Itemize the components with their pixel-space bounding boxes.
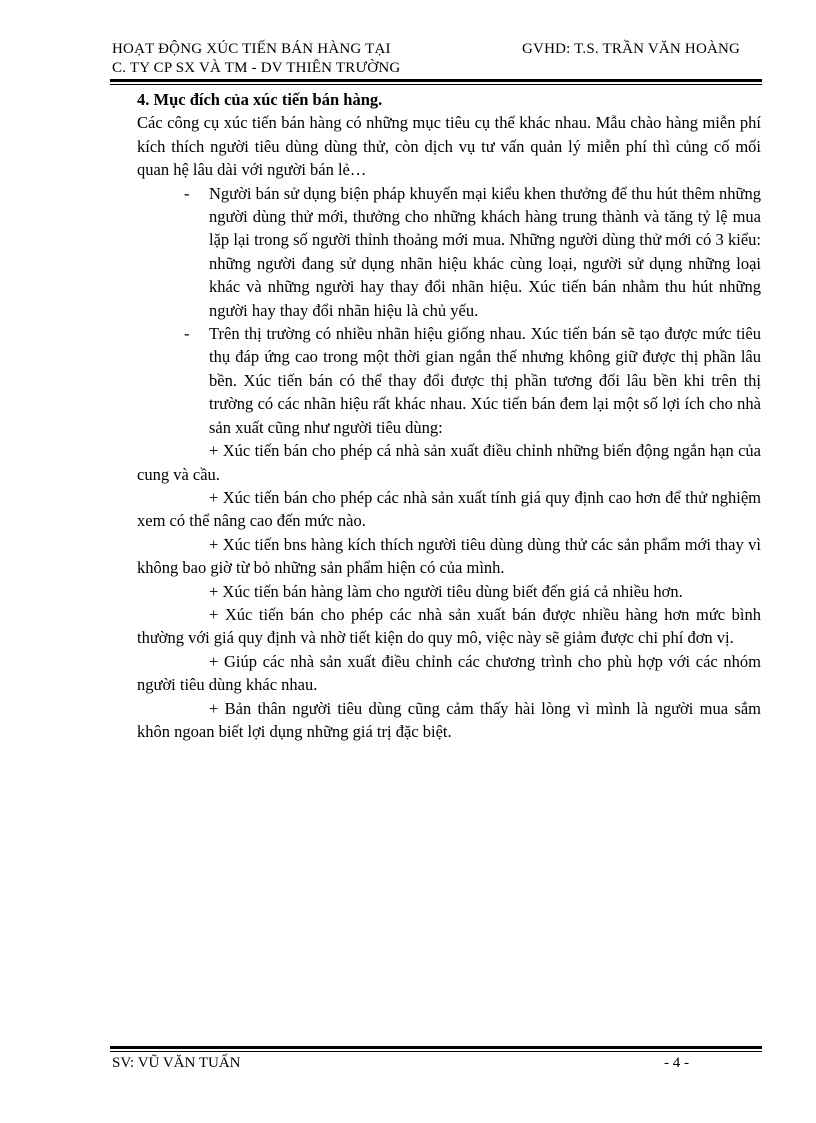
header-supervisor: GVHD: T.S. TRẦN VĂN HOÀNG <box>522 41 741 57</box>
bullet-marker: - <box>184 324 190 344</box>
bullet-item <box>137 322 761 439</box>
benefit-item: + Xúc tiến bán hàng làm cho người tiêu dùng biết đến giá cả nhiều hơn. <box>209 581 683 601</box>
footer-divider <box>110 1046 762 1052</box>
benefit-item: + Xúc tiến bán cho phép các nhà sản xuất tính giá quy định cao hơn để thử nghiệm xem có thể nâng cao đến mức nào. <box>137 487 761 531</box>
benefit-item: + Giúp các nhà sản xuất điều chỉnh các chương trình cho phù hợp với các nhóm người tiêu dùng khác nhau. <box>137 651 761 695</box>
header-title-line2: C. TY CP SX VÀ TM - DV THIÊN TRƯỜNG <box>112 60 401 76</box>
page-header <box>112 40 762 80</box>
footer-student: SV: VŨ VĂN TUẤN <box>112 1055 241 1071</box>
benefit-item: + Xúc tiến bán cho phép cá nhà sản xuất điều chỉnh những biến động ngắn hạn của cung và cầu. <box>137 441 761 484</box>
bullet-marker: - <box>184 183 190 203</box>
header-title-line1: HOẠT ĐỘNG XÚC TIẾN BÁN HÀNG TẠI <box>112 41 391 57</box>
benefit-item: + Xúc tiến bán cho phép các nhà sản xuất bán được nhiều hàng hơn mức bình thường với giá quy định và nhờ tiết kiện do quy mô, việc này sẽ giảm được chi phí đơn vị. <box>137 604 761 648</box>
benefit-item: + Bản thân người tiêu dùng cũng cảm thấy hài lòng vì mình là người mua sắm khôn ngoan biết lợi dụng những giá trị đặc biệt. <box>137 698 761 741</box>
intro-paragraph: Các công cụ xúc tiến bán hàng có những mục tiêu cụ thể khác nhau. Mẫu chào hàng miễn phí kích thích người tiêu dùng dùng thử, còn dịch vụ tư vấn quản lý miễn phí thì củng cố mối quan hệ lâu dài với người bán lẻ… <box>137 113 761 180</box>
header-divider <box>110 79 762 85</box>
bullet-item <box>137 182 761 322</box>
bullet-text: Người bán sử dụng biện pháp khuyến mại kiểu khen thưởng để thu hút thêm những người dùng thử mới, thưởng cho những khách hàng trung thành và tăng tỷ lệ mua lặp lại trong số người thỉnh thoảng mới mua. Những người dùng thử mới có 3 kiểu: những người đang sử dụng nhãn hiệu khác cùng loại, người sử dụng những loại khác và những người hay thay đổi nhãn hiệu. Xúc tiến bán nhằm thu hút những người hay thay đổi nhãn hiệu là chủ yếu. <box>209 183 761 320</box>
page-number: - 4 - <box>664 1055 689 1071</box>
header-title <box>112 40 400 78</box>
benefit-item: + Xúc tiến bns hàng kích thích người tiêu dùng dùng thử các sản phẩm mới thay vì không bao giờ từ bỏ những sản phẩm hiện có của mình. <box>137 534 761 578</box>
section-heading: 4. Mục đích của xúc tiến bán hàng. <box>137 90 383 109</box>
bullet-text: Trên thị trường có nhiều nhãn hiệu giống nhau. Xúc tiến bán sẽ tạo được mức tiêu thụ đáp ứng cao trong một thời gian ngắn thế nhưng không giữ được thị phần lâu bền. Xúc tiến bán có thể thay đổi được thị phần tương đối lâu bền khi trên thị trường có các nhãn hiệu rất khác nhau. Xúc tiến bán đem lại một số lợi ích cho nhà sản xuất cũng như người tiêu dùng: <box>209 324 761 437</box>
page-content <box>137 88 761 743</box>
